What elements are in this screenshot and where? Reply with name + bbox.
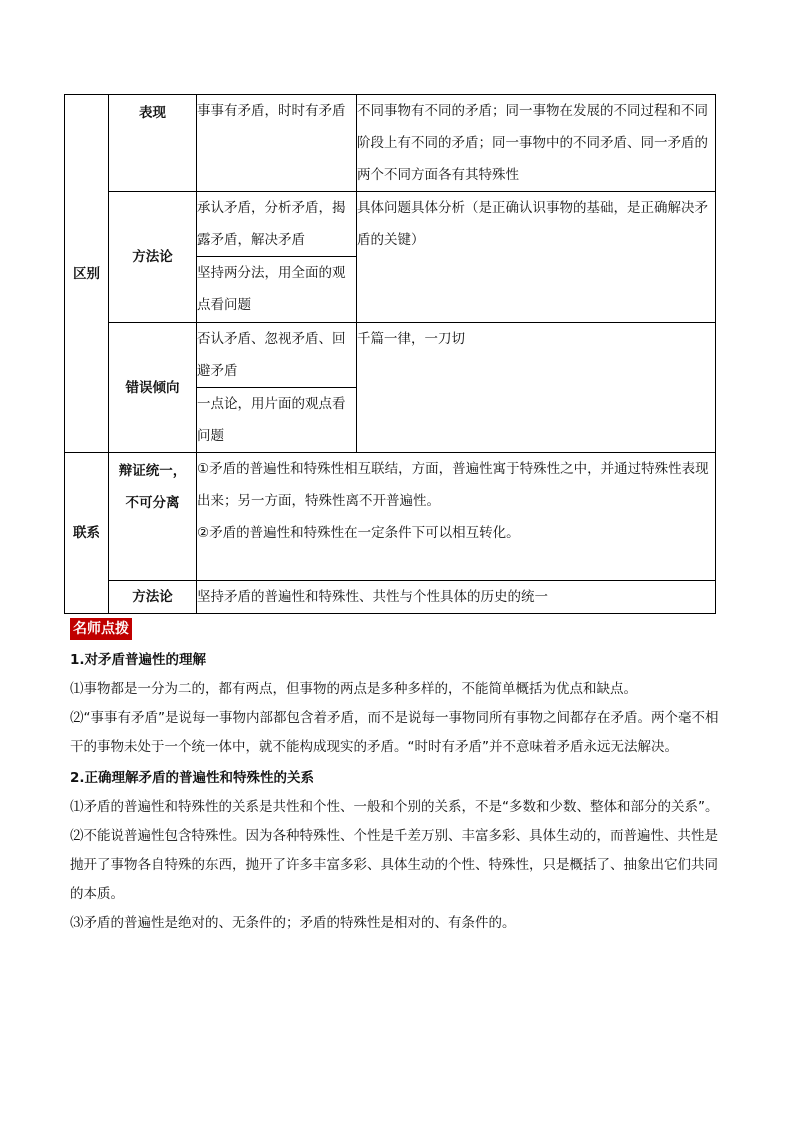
comparison-table bbox=[64, 94, 716, 614]
tip-body bbox=[70, 644, 730, 938]
link-method-text: 坚持矛盾的普遍性和特殊性、共性与个性具体的历史的统一 bbox=[197, 581, 716, 614]
cuowu-universality-2: 一点论，用片面的观点看问题 bbox=[197, 388, 357, 453]
diff-label: 区别 bbox=[65, 95, 109, 453]
bianzheng-content bbox=[197, 453, 716, 581]
fangfalun-universality-2: 坚持两分法，用全面的观点看问题 bbox=[197, 257, 357, 323]
section-2-paragraph-1: ⑴矛盾的普遍性和特殊性的关系是共性和个性、一般和个别的关系，不是“多数和少数、整体和部分的关系”。 bbox=[70, 799, 719, 815]
section-2-paragraph-2: ⑵不能说普遍性包含特殊性。因为各种特殊性、个性是千差万别、丰富多彩、具体生动的，而普遍性、共性是抛开了事物各自特殊的东西，抛开了许多丰富多彩、具体生动的个性、特殊性，只是概括了、抽象出它们共同的本质。 bbox=[70, 828, 718, 902]
bianzheng-text-2: ②矛盾的普遍性和特殊性在一定条件下可以相互转化。 bbox=[197, 525, 520, 541]
tip-badge: 名师点拨 bbox=[70, 618, 132, 640]
row-label-bianzheng: 辩证统一，不可分离 bbox=[109, 453, 197, 581]
section-1-paragraph-2: ⑵“事事有矛盾”是说每一事物内部都包含着矛盾，而不是说每一事物同所有事物之间都存在矛盾。两个毫不相干的事物未处于一个统一体中，就不能构成现实的矛盾。“时时有矛盾”并不意味着矛盾永远无法解决。 bbox=[70, 710, 719, 755]
section-2-title: 2.正确理解矛盾的普遍性和特殊性的关系 bbox=[70, 770, 315, 786]
fangfalun-universality-1: 承认矛盾，分析矛盾，揭露矛盾，解决矛盾 bbox=[197, 192, 357, 257]
cuowu-particularity: 千篇一律，一刀切 bbox=[357, 323, 716, 453]
row-label-biaoxian: 表现 bbox=[109, 95, 197, 192]
bianzheng-text-1: ①矛盾的普遍性和特殊性相互联结，方面，普遍性寓于特殊性之中，并通过特殊性表现出来；另一方面，特殊性离不开普遍性。 bbox=[197, 461, 709, 509]
link-label: 联系 bbox=[65, 453, 109, 614]
row-label-cuowu: 错误倾向 bbox=[109, 323, 197, 453]
row-label-fangfalun: 方法论 bbox=[109, 192, 197, 323]
section-1-paragraph-1: ⑴事物都是一分为二的，都有两点，但事物的两点是多种多样的，不能简单概括为优点和缺点。 bbox=[70, 681, 637, 697]
biaoxian-universality: 事事有矛盾，时时有矛盾 bbox=[197, 95, 357, 192]
fangfalun-particularity: 具体问题具体分析（是正确认识事物的基础，是正确解决矛盾的关键） bbox=[357, 192, 716, 323]
cuowu-universality-1: 否认矛盾、忽视矛盾、回避矛盾 bbox=[197, 323, 357, 388]
section-2-paragraph-3: ⑶矛盾的普遍性是绝对的、无条件的；矛盾的特殊性是相对的、有条件的。 bbox=[70, 915, 516, 931]
biaoxian-particularity: 不同事物有不同的矛盾；同一事物在发展的不同过程和不同阶段上有不同的矛盾；同一事物中的不同矛盾、同一矛盾的两个不同方面各有其特殊性 bbox=[357, 95, 716, 192]
row-label-link-method: 方法论 bbox=[109, 581, 197, 614]
section-1-title: 1.对矛盾普遍性的理解 bbox=[70, 652, 207, 668]
